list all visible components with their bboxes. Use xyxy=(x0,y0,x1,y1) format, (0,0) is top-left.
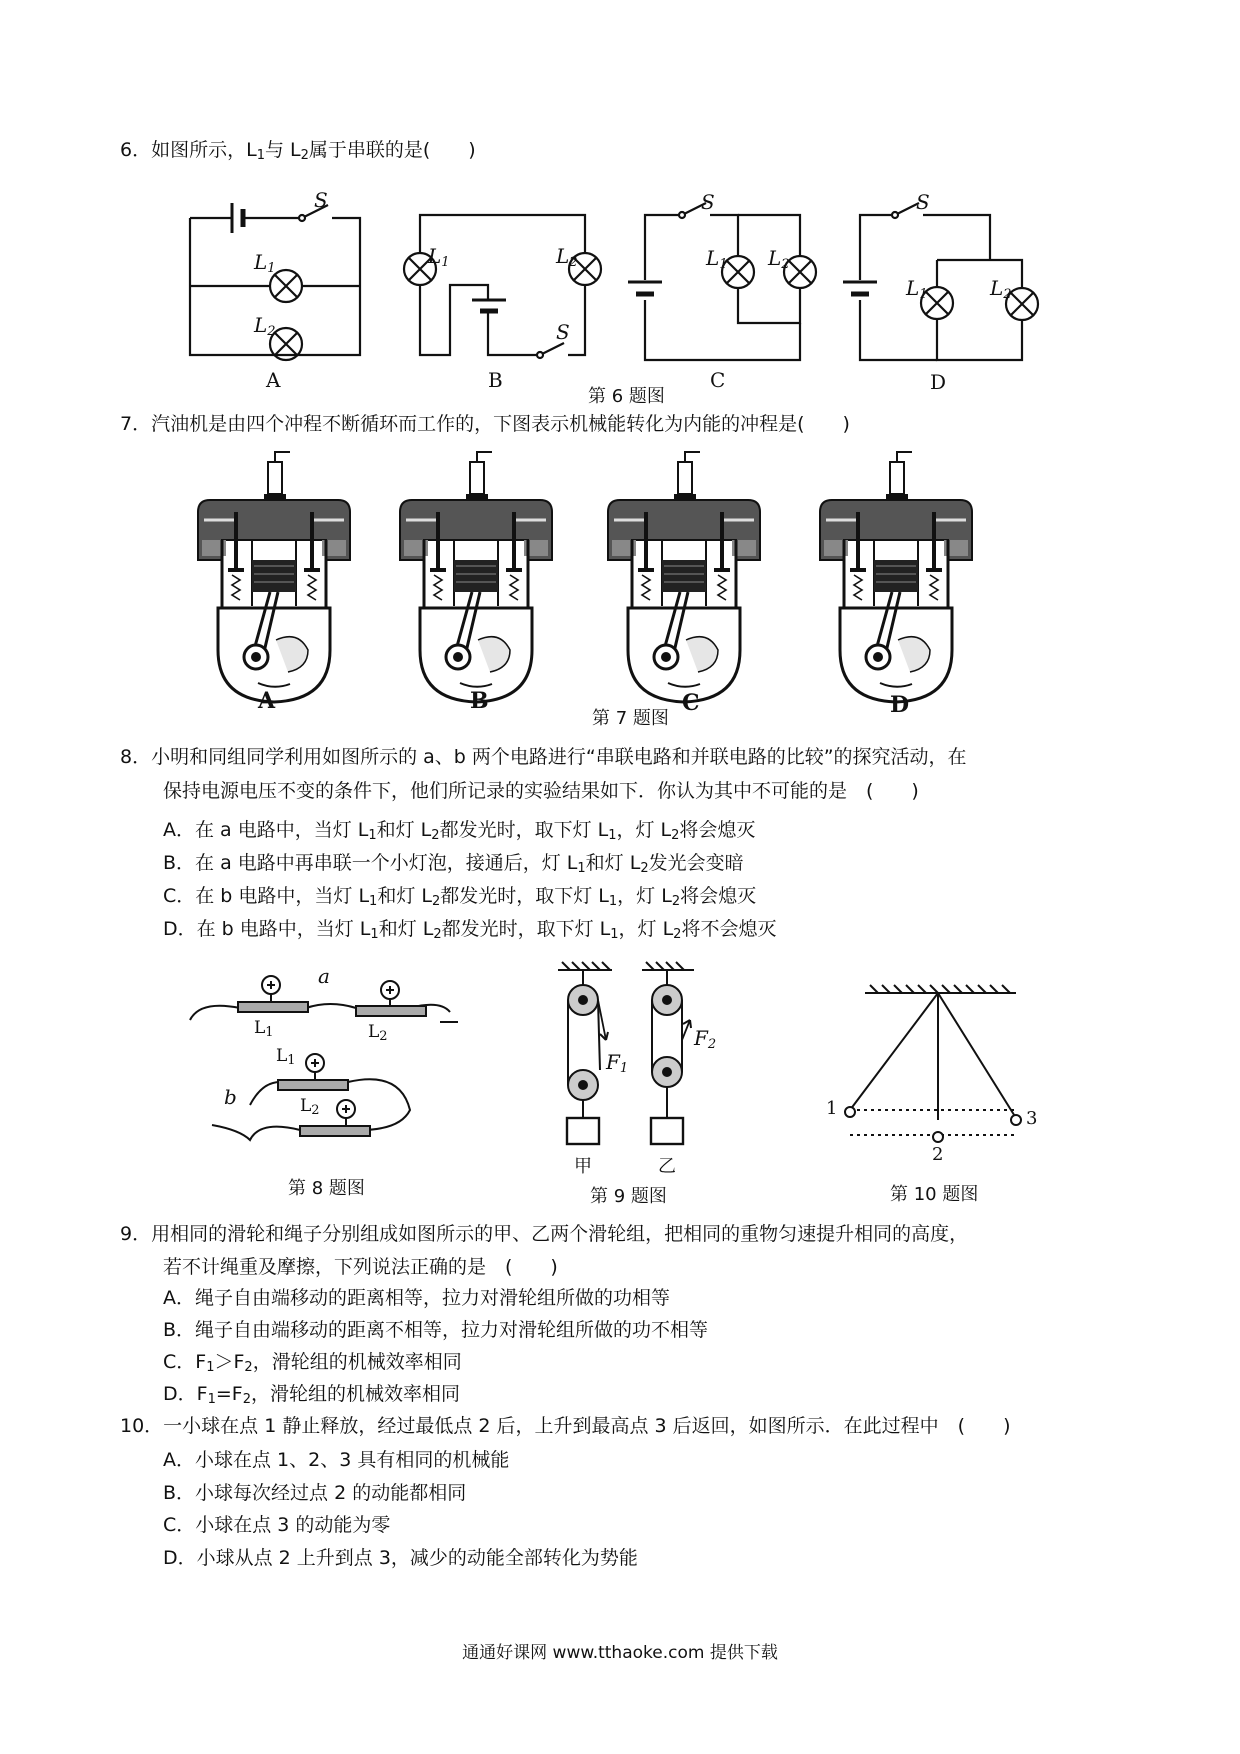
option-b: B．绳子自由端移动的距离不相等，拉力对滑轮组所做的功不相等 xyxy=(163,1319,709,1341)
question-10-line1: 10．一小球在点 1 静止释放，经过最低点 2 后，上升到最高点 3 后返回，如图所示．在此过程中 ( ) xyxy=(120,1415,1011,1437)
question-7: 7．汽油机是由四个冲程不断循环而工作的，下图表示机械能转化为内能的冲程是( ) xyxy=(120,413,850,435)
figure-caption-10: 第 10 题图 xyxy=(890,1184,979,1205)
circuit-b-label: b xyxy=(224,1085,237,1109)
switch-label: S xyxy=(314,188,328,212)
option-a: A．绳子自由端移动的距离相等，拉力对滑轮组所做的功相等 xyxy=(163,1287,670,1309)
option-d: D．在 b 电路中，当灯 $L_1$和灯 $L_2$都发光时，取下灯 $L_1$，灯 $L_2$将不会熄灭 xyxy=(163,918,777,942)
option-a: A．在 a 电路中，当灯 $L_1$和灯 $L_2$都发光时，取下灯 $L_1$，灯 $L_2$将会熄灭 xyxy=(163,819,756,843)
option-d: D．$F_1=F_2$，滑轮组的机械效率相同 xyxy=(163,1383,460,1407)
option-b: B．小球每次经过点 2 的动能都相同 xyxy=(163,1482,467,1504)
option-label-a: A xyxy=(258,688,276,714)
lamp-label: $L_2$ xyxy=(254,313,276,339)
point-2-label: 2 xyxy=(932,1144,944,1165)
option-label-b: B xyxy=(470,688,489,714)
figure-caption-8: 第 8 题图 xyxy=(288,1178,365,1199)
switch-label: S xyxy=(701,190,715,214)
option-label-b: B xyxy=(488,368,503,392)
lamp-label: $L_1$ xyxy=(254,1018,274,1040)
force-f2-label: $F_2$ xyxy=(694,1026,717,1052)
lamp-label: $L_1$ xyxy=(706,246,728,272)
question-8-line2: 保持电源电压不变的条件下，他们所记录的实验结果如下．你认为其中不可能的是 ( ) xyxy=(163,780,919,802)
option-d: D．小球从点 2 上升到点 3，减少的动能全部转化为势能 xyxy=(163,1547,638,1569)
lamp-label: $L_2$ xyxy=(300,1096,320,1118)
question-9-line2: 若不计绳重及摩擦，下列说法正确的是 ( ) xyxy=(163,1256,558,1278)
page-footer: 通通好课网 www.tthaoke.com 提供下载 xyxy=(462,1643,778,1663)
question-6: 6．如图所示，$L_1$与 $L_2$属于串联的是( ) xyxy=(120,139,476,163)
point-1-label: 1 xyxy=(826,1098,838,1119)
question-9-line1: 9．用相同的滑轮和绳子分别组成如图所示的甲、乙两个滑轮组，把相同的重物匀速提升相同的高度， xyxy=(120,1223,969,1245)
force-f1-label: $F_1$ xyxy=(606,1050,629,1076)
option-c: C．小球在点 3 的动能为零 xyxy=(163,1514,391,1536)
figure-caption-7: 第 7 题图 xyxy=(592,708,669,729)
pulley-yi-label: 乙 xyxy=(658,1156,676,1177)
lamp-label: $L_1$ xyxy=(276,1046,296,1068)
lamp-label: $L_2$ xyxy=(556,244,578,270)
lamp-label: $L_1$ xyxy=(428,244,450,270)
question-8-line1: 8．小明和同组同学利用如图所示的 a、b 两个电路进行“串联电路和并联电路的比较”的探究活动，在 xyxy=(120,746,967,768)
lamp-label: $L_2$ xyxy=(990,276,1012,302)
switch-label: S xyxy=(916,190,930,214)
circuit-a-label: a xyxy=(318,964,330,988)
lamp-label: $L_1$ xyxy=(254,250,276,276)
option-a: A．小球在点 1、2、3 具有相同的机械能 xyxy=(163,1449,510,1471)
option-c: C．在 b 电路中，当灯 $L_1$和灯 $L_2$都发光时，取下灯 $L_1$，灯 $L_2$将会熄灭 xyxy=(163,885,757,909)
point-3-label: 3 xyxy=(1026,1108,1038,1129)
lamp-label: $L_1$ xyxy=(906,276,928,302)
pulley-jia-label: 甲 xyxy=(574,1156,592,1177)
switch-label: S xyxy=(556,320,570,344)
option-b: B．在 a 电路中再串联一个小灯泡，接通后，灯 $L_1$和灯 $L_2$发光会变暗 xyxy=(163,852,744,876)
option-label-c: C xyxy=(710,368,726,392)
figure-caption-9: 第 9 题图 xyxy=(590,1186,667,1207)
figure-caption-6: 第 6 题图 xyxy=(588,386,665,407)
option-label-a: A xyxy=(266,368,281,392)
option-label-c: C xyxy=(682,690,700,716)
option-label-d: D xyxy=(890,692,910,718)
lamp-label: $L_2$ xyxy=(768,246,790,272)
option-c: C．$F_1>F_2$，滑轮组的机械效率相同 xyxy=(163,1351,462,1375)
option-label-d: D xyxy=(930,370,947,394)
lamp-label: $L_2$ xyxy=(368,1022,388,1044)
